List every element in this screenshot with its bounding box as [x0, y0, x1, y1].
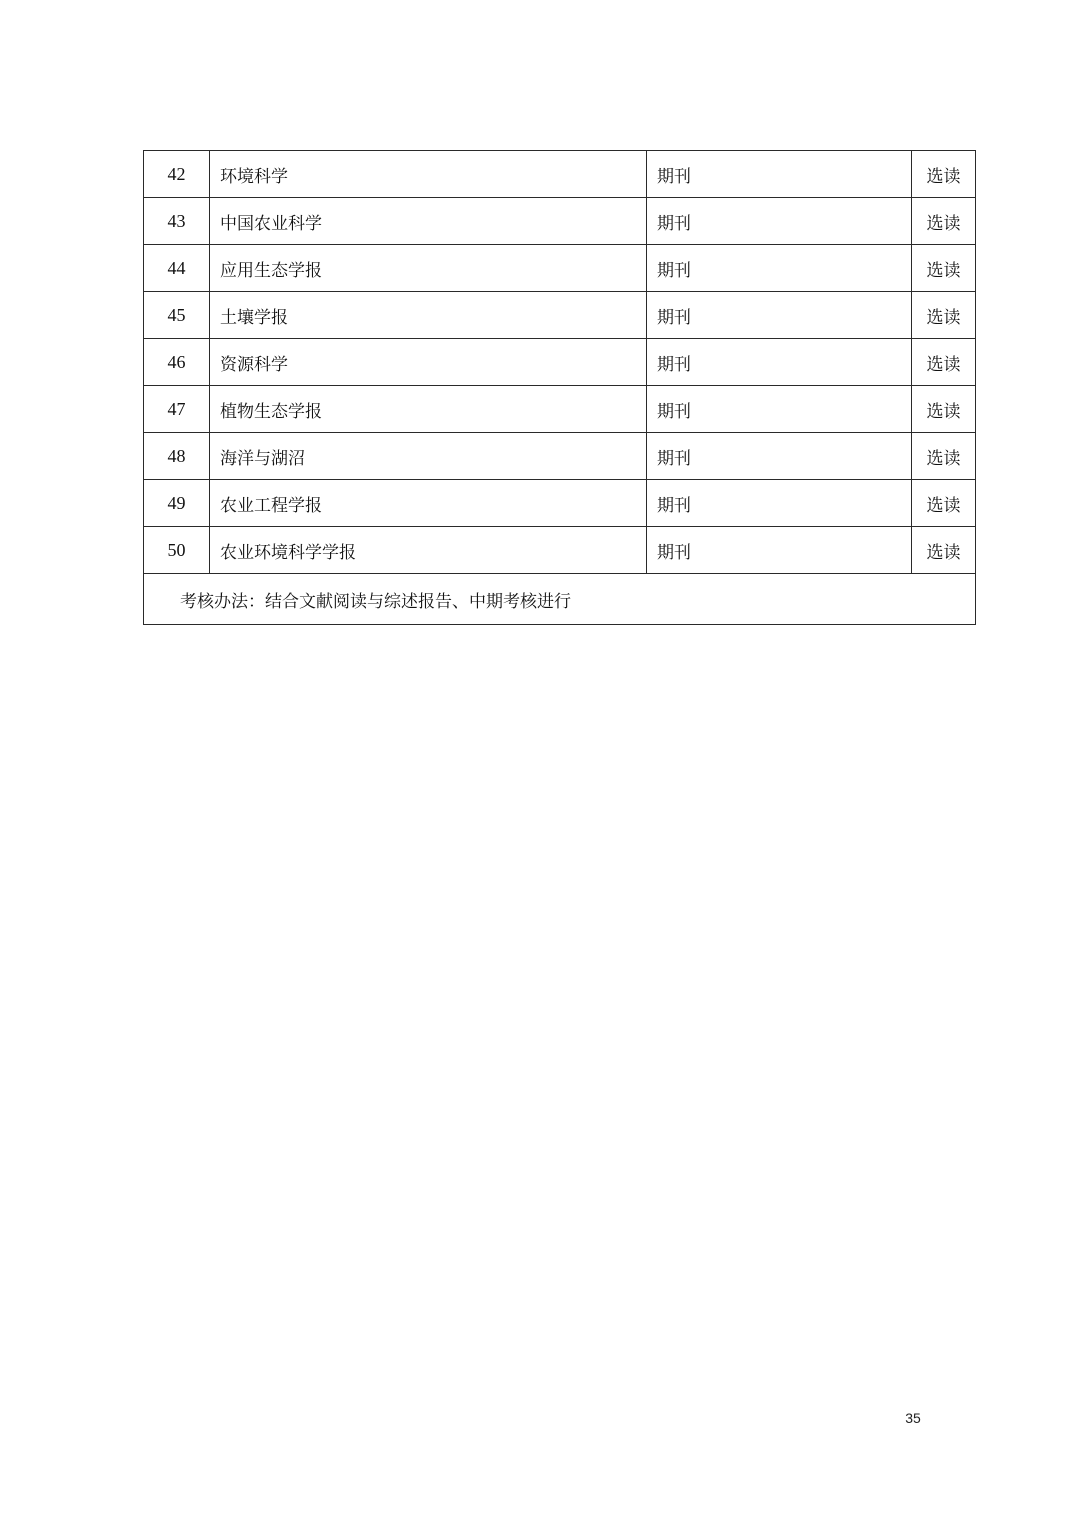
journal-title: 海洋与湖沼 — [210, 433, 647, 480]
assessment-row — [144, 574, 976, 625]
reading-requirement: 选读 — [912, 433, 976, 480]
table-row — [144, 245, 976, 292]
reading-requirement: 选读 — [912, 292, 976, 339]
table-row — [144, 292, 976, 339]
table-row — [144, 433, 976, 480]
assessment-method: 考核办法：结合文献阅读与综述报告、中期考核进行 — [144, 574, 976, 625]
table-row — [144, 339, 976, 386]
resource-type: 期刊 — [647, 386, 912, 433]
resource-type: 期刊 — [647, 245, 912, 292]
row-number: 44 — [144, 245, 210, 292]
reading-requirement: 选读 — [912, 245, 976, 292]
resource-type: 期刊 — [647, 527, 912, 574]
row-number: 49 — [144, 480, 210, 527]
journal-title: 土壤学报 — [210, 292, 647, 339]
row-number: 43 — [144, 198, 210, 245]
table-row — [144, 151, 976, 198]
resource-type: 期刊 — [647, 198, 912, 245]
table-row — [144, 480, 976, 527]
reading-requirement: 选读 — [912, 480, 976, 527]
row-number: 45 — [144, 292, 210, 339]
journal-title: 环境科学 — [210, 151, 647, 198]
journal-title: 应用生态学报 — [210, 245, 647, 292]
row-number: 47 — [144, 386, 210, 433]
journal-title: 农业工程学报 — [210, 480, 647, 527]
reading-requirement: 选读 — [912, 198, 976, 245]
reading-requirement: 选读 — [912, 527, 976, 574]
page-number: 35 — [905, 1410, 921, 1426]
table-row — [144, 198, 976, 245]
reading-requirement: 选读 — [912, 339, 976, 386]
resource-type: 期刊 — [647, 151, 912, 198]
resource-type: 期刊 — [647, 480, 912, 527]
journal-title: 资源科学 — [210, 339, 647, 386]
journal-title: 中国农业科学 — [210, 198, 647, 245]
row-number: 48 — [144, 433, 210, 480]
journal-title: 农业环境科学学报 — [210, 527, 647, 574]
reading-list-body — [144, 151, 976, 625]
row-number: 50 — [144, 527, 210, 574]
row-number: 42 — [144, 151, 210, 198]
table-row — [144, 386, 976, 433]
journal-title: 植物生态学报 — [210, 386, 647, 433]
resource-type: 期刊 — [647, 433, 912, 480]
reading-requirement: 选读 — [912, 151, 976, 198]
row-number: 46 — [144, 339, 210, 386]
reading-requirement: 选读 — [912, 386, 976, 433]
resource-type: 期刊 — [647, 339, 912, 386]
table-row — [144, 527, 976, 574]
resource-type: 期刊 — [647, 292, 912, 339]
reading-list-table — [143, 150, 976, 625]
